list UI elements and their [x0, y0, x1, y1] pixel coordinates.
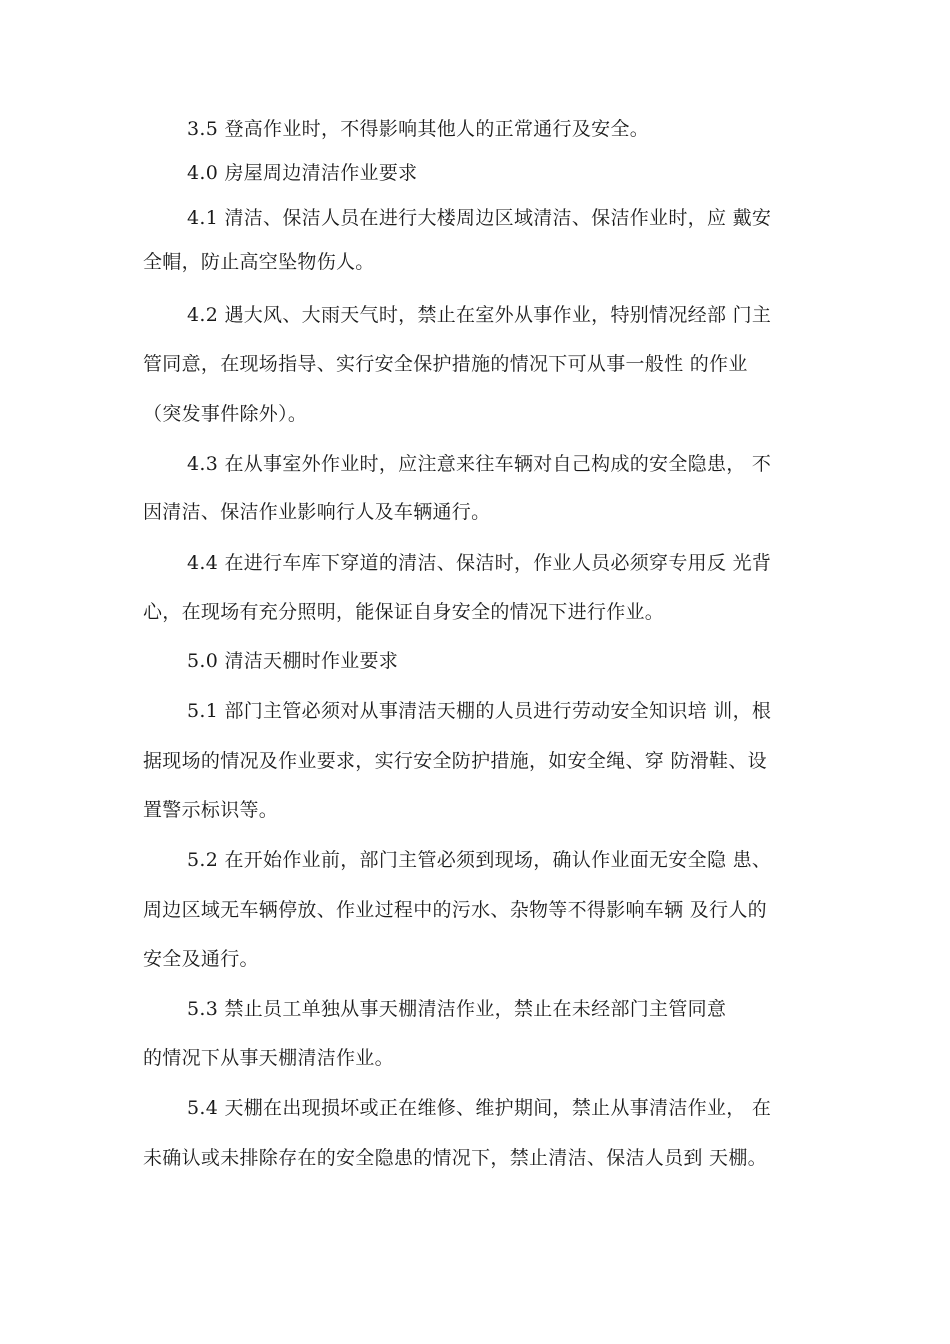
text-line: 因清洁、保洁作业影响行人及车辆通行。: [143, 501, 491, 523]
text-line: 据现场的情况及作业要求，实行安全防护措施，如安全绳、穿 防滑鞋、设: [143, 750, 767, 772]
text-line: （突发事件除外）。: [143, 403, 308, 425]
text-line: 周边区域无车辆停放、作业过程中的污水、杂物等不得影响车辆 及行人的: [143, 899, 767, 921]
text-line: 未确认或未排除存在的安全隐患的情况下，禁止清洁、保洁人员到 天棚。: [143, 1147, 767, 1169]
text-line: 置警示标识等。: [143, 799, 279, 821]
text-line: 安全及通行。: [143, 948, 259, 970]
section-heading: 4.0 房屋周边清洁作业要求: [187, 162, 418, 184]
text-line: 管同意，在现场指导、实行安全保护措施的情况下可从事一般性 的作业: [143, 353, 748, 375]
text-line: 5.1 部门主管必须对从事清洁天棚的人员进行劳动安全知识培 训，根: [187, 700, 772, 722]
text-line: 4.4 在进行车库下穿道的清洁、保洁时，作业人员必须穿专用反 光背: [187, 552, 772, 574]
section-heading: 5.0 清洁天棚时作业要求: [187, 650, 399, 672]
text-line: 4.3 在从事室外作业时，应注意来往车辆对自己构成的安全隐患， 不: [187, 453, 772, 475]
text-line: 4.1 清洁、保洁人员在进行大楼周边区域清洁、保洁作业时，应 戴安: [187, 207, 772, 229]
text-line: 的情况下从事天棚清洁作业。: [143, 1047, 394, 1069]
text-line: 5.4 天棚在出现损坏或正在维修、维护期间，禁止从事清洁作业， 在: [187, 1097, 772, 1119]
text-line: 4.2 遇大风、大雨天气时，禁止在室外从事作业，特别情况经部 门主: [187, 304, 772, 326]
text-line: 3.5 登高作业时，不得影响其他人的正常通行及安全。: [187, 118, 650, 140]
text-line: 全帽，防止高空坠物伤人。: [143, 251, 375, 273]
text-line: 5.3 禁止员工单独从事天棚清洁作业，禁止在未经部门主管同意: [187, 998, 727, 1020]
text-line: 5.2 在开始作业前，部门主管必须到现场，确认作业面无安全隐 患、: [187, 849, 772, 871]
text-line: 心，在现场有充分照明，能保证自身安全的情况下进行作业。: [143, 601, 665, 623]
